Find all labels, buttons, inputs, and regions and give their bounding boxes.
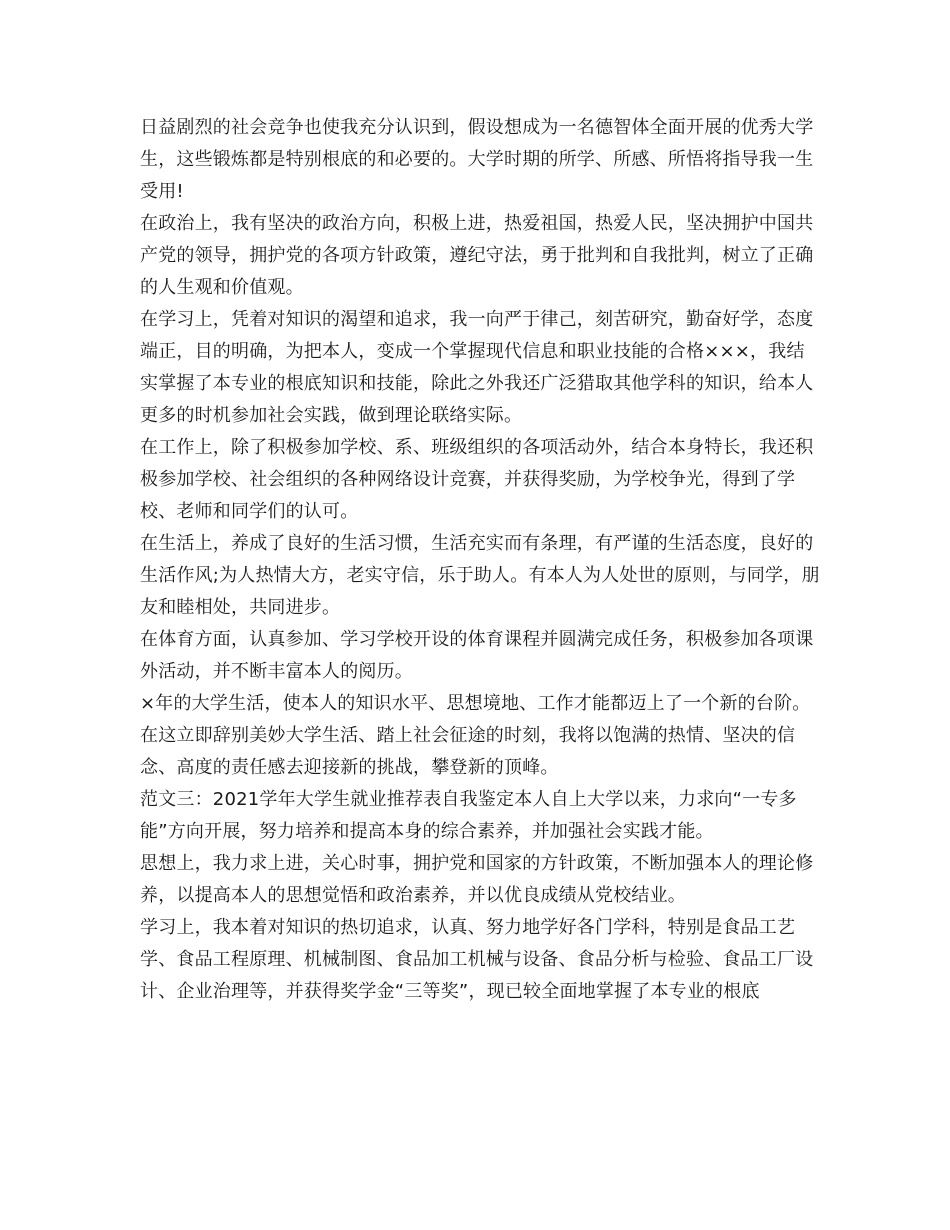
paragraph-work: 在工作上，除了积极参加学校、系、班级组织的各项活动外，结合本身特长，我还积极参加学校、社会组织的各种网络设计竞赛，并获得奖励，为学校争光，得到了学校、老师和同学们的认可。 [140,437,814,522]
document-body [140,112,820,1008]
paragraph-thought: 思想上，我力求上进，关心时事，拥护党和国家的方针政策，不断加强本人的理论修养，以提高本人的思想觉悟和政治素养，并以优良成绩从党校结业。 [140,853,814,906]
paragraph-sample-three: 范文三：2021学年大学生就业推荐表自我鉴定本人自上大学以来，力求向“一专多能”方向开展，努力培养和提高本身的综合素养，并加强社会实践才能。 [140,789,797,842]
paragraph-learning: 学习上，我本着对知识的热切追求，认真、努力地学好各门学科，特别是食品工艺学、食品工程原理、机械制图、食品加工机械与设备、食品分析与检验、食品工厂设计、企业治理等，并获得奖学金“三等奖”，现已较全面地掌握了本专业的根底 [140,917,814,1002]
paragraph-sports: 在体育方面，认真参加、学习学校开设的体育课程并圆满完成任务，积极参加各项课外活动，并不断丰富本人的阅历。 [140,629,814,682]
paragraph-summary: ×年的大学生活，使本人的知识水平、思想境地、工作才能都迈上了一个新的台阶。在这立即辞别美妙大学生活、踏上社会征途的时刻，我将以饱满的热情、坚决的信念、高度的责任感去迎接新的挑战，攀登新的顶峰。 [140,693,811,778]
paragraph-life: 在生活上，养成了良好的生活习惯，生活充实而有条理，有严谨的生活态度，良好的生活作风;为人热情大方，老实守信，乐于助人。有本人为人处世的原则，与同学，朋友和睦相处，共同进步。 [140,533,820,618]
paragraph-intro: 日益剧烈的社会竞争也使我充分认识到，假设想成为一名德智体全面开展的优秀大学生，这些锻炼都是特别根底的和必要的。大学时期的所学、所感、所悟将指导我一生受用! [140,117,814,202]
paragraph-politics: 在政治上，我有坚决的政治方向，积极上进，热爱祖国，热爱人民，坚决拥护中国共产党的领导，拥护党的各项方针政策，遵纪守法，勇于批判和自我批判，树立了正确的人生观和价值观。 [140,213,814,298]
paragraph-study: 在学习上，凭着对知识的渴望和追求，我一向严于律己，刻苦研究，勤奋好学，态度端正，目的明确，为把本人，变成一个掌握现代信息和职业技能的合格×××，我结实掌握了本专业的根底知识和技能，除此之外我还广泛猎取其他学科的知识，给本人更多的时机参加社会实践，做到理论联络实际。 [140,309,814,426]
